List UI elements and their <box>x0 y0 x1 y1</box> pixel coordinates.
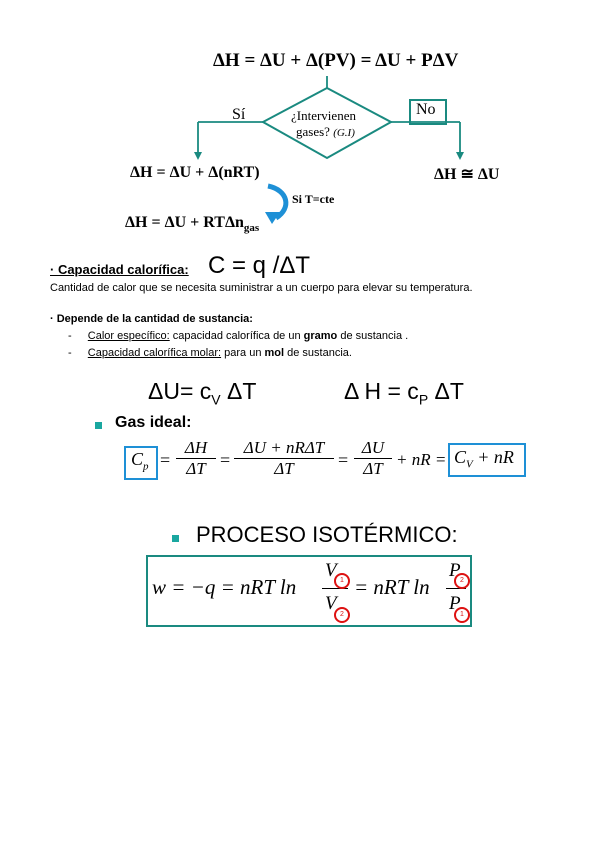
circle-v2: 2 <box>334 607 350 623</box>
dash: - <box>68 347 72 359</box>
item-text: para un <box>221 347 265 359</box>
cv-tail: + nR <box>472 447 514 467</box>
bullet-icon <box>95 422 102 429</box>
dash: - <box>68 330 72 342</box>
depends-item-1 <box>68 330 408 342</box>
cv-sub: V <box>466 458 473 471</box>
isotermico-label: PROCESO ISOTÉRMICO: <box>196 522 458 547</box>
du-tail: ΔT <box>220 378 257 404</box>
left-equation: ΔH = ΔU + Δ(nRT) <box>130 164 260 181</box>
bullet-icon <box>172 535 179 542</box>
capacity-formula: C = q /ΔT <box>208 252 311 279</box>
equals-1: = <box>160 450 171 470</box>
depends-heading: · Depende de la cantidad de sustancia: <box>50 313 253 325</box>
yes-label: Sí <box>232 106 246 123</box>
term-calor-especifico: Calor específico: <box>87 330 170 342</box>
no-label: No <box>416 101 436 118</box>
item-bold: mol <box>264 347 285 359</box>
item-bold: gramo <box>303 330 338 342</box>
v-num: V <box>325 560 337 581</box>
frac-num: ΔU + nRΔT <box>234 438 334 459</box>
capacity-definition: Cantidad de calor que se necesita suministrar a un cuerpo para elevar su temperatura. <box>50 282 473 294</box>
depends-item-2 <box>68 347 352 359</box>
equals-2: = <box>220 450 231 470</box>
equals-3: = <box>338 450 349 470</box>
item-text: de sustancia. <box>284 347 352 359</box>
dh-sub: P <box>418 391 429 408</box>
circle-p2: 2 <box>454 573 470 589</box>
term-capacidad-molar: Capacidad calorífica molar: <box>87 347 222 359</box>
condition-label: Si T=cte <box>292 192 335 206</box>
item-text: capacidad calorífica de un <box>169 330 304 342</box>
right-equation: ΔH ≅ ΔU <box>434 166 500 183</box>
cv-main: C <box>454 447 467 467</box>
bottom-equation-sub: gas <box>243 222 260 235</box>
frac-den: ΔT <box>363 459 383 478</box>
frac-den: ΔT <box>274 459 294 478</box>
p-den: P <box>449 593 461 614</box>
decision-line-1: ¿Intervienen <box>291 108 356 123</box>
cp-main: C <box>131 449 144 469</box>
frac-num: ΔU <box>354 438 392 459</box>
item-text: de sustancia . <box>337 330 409 342</box>
frac-du-dt <box>354 438 392 479</box>
dh-tail: ΔT <box>428 378 464 404</box>
dh-main: Δ H = c <box>344 378 419 404</box>
frac-num: ΔH <box>176 438 216 459</box>
isotermico-mid: = nRT ln <box>354 575 430 599</box>
du-relation <box>148 378 256 408</box>
top-equation: ΔH = ΔU + Δ(PV) = ΔU + PΔV <box>213 50 459 71</box>
du-sub: V <box>211 391 221 408</box>
dh-relation <box>344 378 464 408</box>
gas-ideal-label: Gas ideal: <box>115 414 192 431</box>
p-num: P <box>449 560 461 581</box>
cv-symbol <box>454 447 514 471</box>
decision-note: (G.I) <box>333 127 355 139</box>
plus-nr: + nR = <box>396 450 447 469</box>
bottom-equation-main: ΔH = ΔU + RTΔn <box>125 214 244 231</box>
decision-question: gases? <box>296 124 330 139</box>
bottom-equation <box>125 214 259 234</box>
cp-symbol <box>131 449 149 473</box>
v-den: V <box>325 593 337 614</box>
frac-du-nrdt <box>234 438 334 479</box>
capacity-heading: · Capacidad calorífica: <box>50 262 189 277</box>
cp-sub: p <box>143 460 149 473</box>
frac-dh-dt <box>176 438 216 479</box>
decision-line-2 <box>296 124 355 140</box>
isotermico-lhs: w = −q = nRT ln <box>152 575 297 599</box>
circle-p1: 1 <box>454 607 470 623</box>
frac-den: ΔT <box>186 459 206 478</box>
circle-v1: 1 <box>334 573 350 589</box>
du-main: ΔU= c <box>148 378 212 404</box>
